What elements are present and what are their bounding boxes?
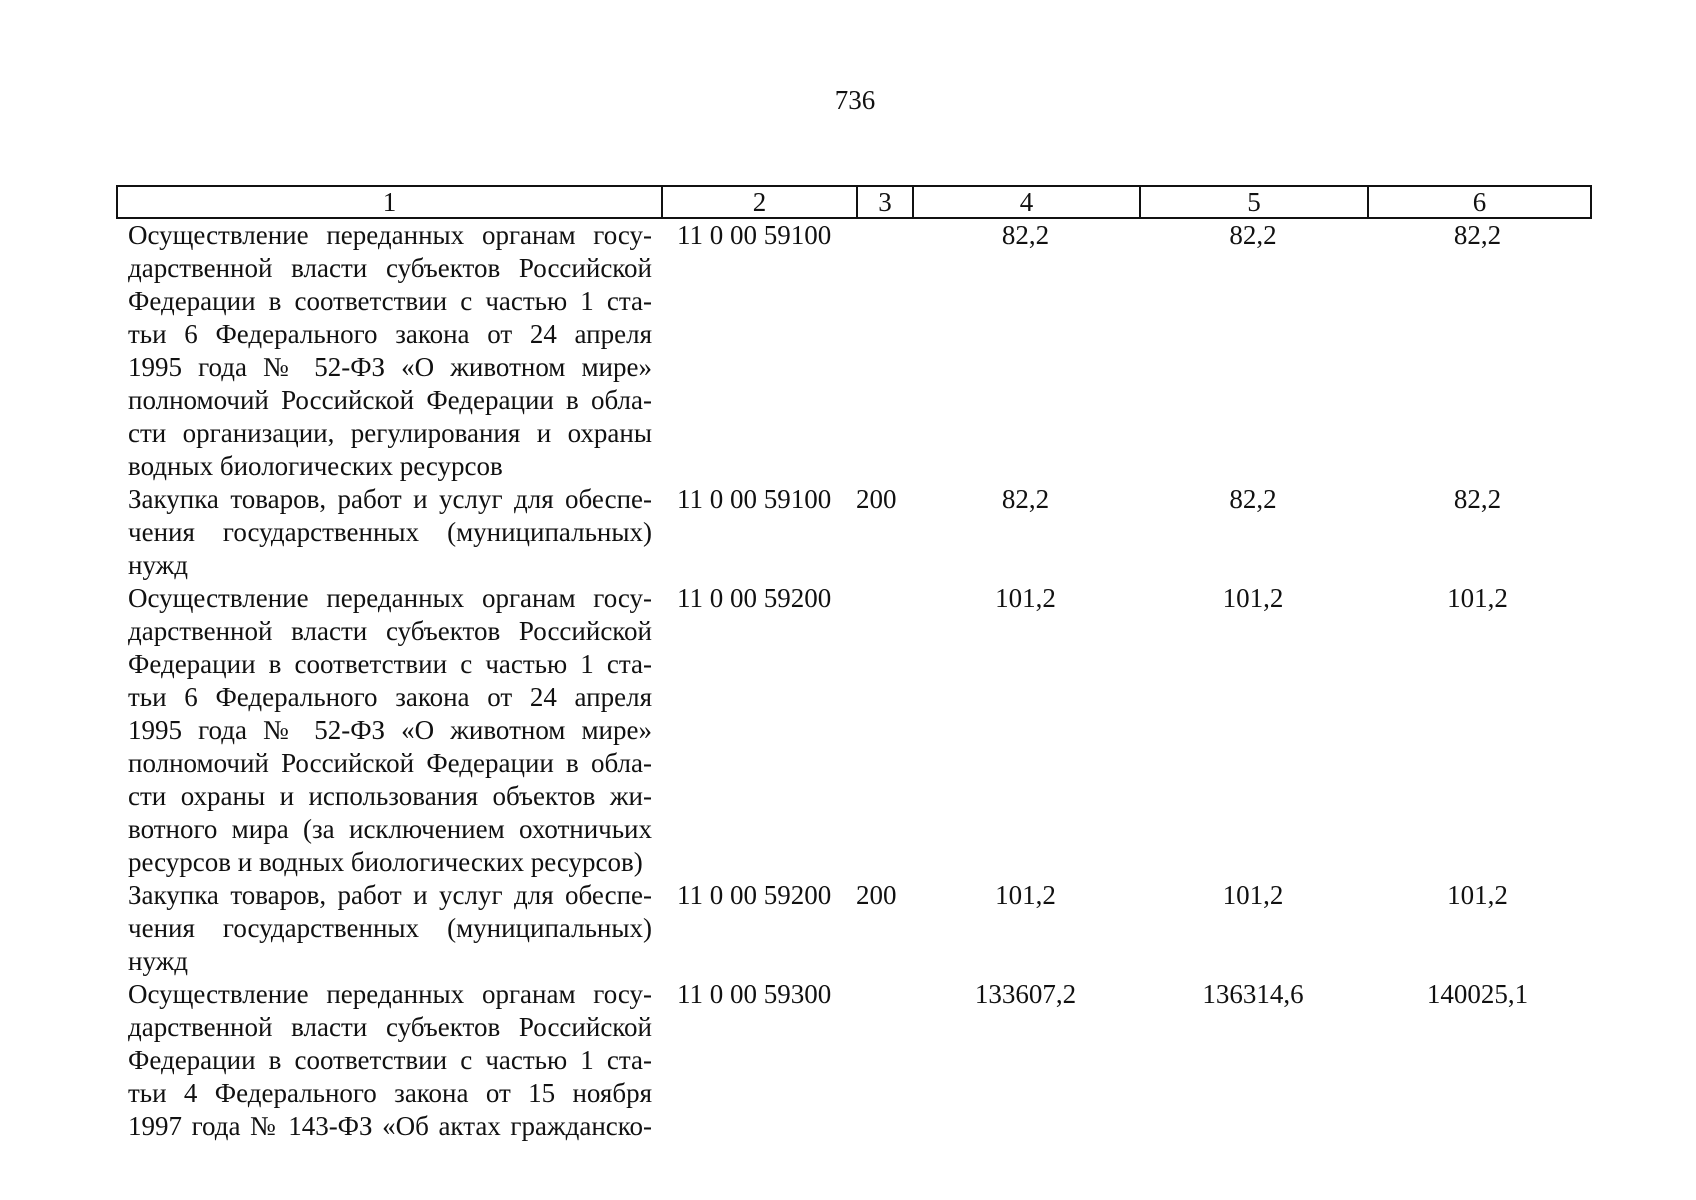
row-value-col5: 136314,6 (1202, 979, 1304, 1009)
row-value-col4: 101,2 (995, 583, 1056, 613)
page-number: 736 (834, 85, 876, 115)
description-line: 1997 года № 143-ФЗ «Об актах гражданско- (128, 1111, 652, 1141)
description-line: дарственной власти субъектов Российской (128, 253, 652, 283)
description-line: Федерации в соответствии с частью 1 ста- (128, 649, 652, 679)
row-target-code: 11 0 00 59100 (677, 484, 832, 514)
description-line: тьи 6 Федерального закона от 24 апреля (128, 319, 652, 349)
row-target-code: 11 0 00 59100 (677, 220, 832, 250)
row-value-col5: 101,2 (1222, 880, 1284, 910)
row-target-code: 11 0 00 59200 (677, 880, 832, 910)
row-value-col5: 82,2 (1229, 484, 1277, 514)
description-line: дарственной власти субъектов Российской (128, 616, 652, 646)
column-header-5: 5 (1141, 187, 1369, 217)
description-line: сти охраны и использования объектов жи- (128, 781, 652, 811)
row-value-col6: 101,2 (1447, 583, 1508, 613)
row-description (116, 978, 661, 1143)
description-line: Осуществление переданных органам госу- (128, 979, 652, 1009)
row-value-col6: 101,2 (1447, 880, 1508, 910)
row-expense-type: 200 (856, 880, 897, 910)
table-row (116, 483, 1592, 582)
row-value-col4: 133607,2 (974, 979, 1077, 1009)
description-line: Осуществление переданных органам госу- (128, 220, 652, 250)
description-line: вотного мира (за исключением охотничьих (128, 814, 652, 844)
table-header (116, 185, 1592, 219)
row-value-col5: 101,2 (1222, 583, 1284, 613)
row-target-code: 11 0 00 59300 (677, 979, 832, 1009)
column-header-4: 4 (914, 187, 1141, 217)
description-line: Осуществление переданных органам госу- (128, 583, 652, 613)
description-line: ресурсов и водных биологических ресурсов) (128, 847, 643, 877)
table-row (116, 879, 1592, 978)
description-line: Закупка товаров, работ и услуг для обеспе- (128, 484, 652, 514)
description-line: полномочий Российской Федерации в обла- (128, 748, 652, 778)
description-line: Закупка товаров, работ и услуг для обеспе- (128, 880, 652, 910)
row-description (116, 483, 661, 582)
description-line: дарственной власти субъектов Российской (128, 1012, 652, 1042)
row-value-col4: 101,2 (995, 880, 1056, 910)
description-line: чения государственных (муниципальных) (128, 913, 652, 943)
row-description (116, 879, 661, 978)
column-header-2: 2 (663, 187, 858, 217)
description-line: Федерации в соответствии с частью 1 ста- (128, 1045, 652, 1075)
description-line: 1995 года № 52-ФЗ «О животном мире» (128, 715, 652, 745)
description-line: полномочий Российской Федерации в обла- (128, 385, 652, 415)
column-header-6: 6 (1472, 187, 1487, 217)
description-line: тьи 4 Федерального закона от 15 ноября (128, 1078, 652, 1108)
row-value-col4: 82,2 (1001, 484, 1050, 514)
description-line: Федерации в соответствии с частью 1 ста- (128, 286, 652, 316)
row-value-col5: 82,2 (1229, 220, 1277, 250)
table-row (116, 978, 1592, 1143)
column-header-1: 1 (118, 187, 663, 217)
description-line: водных биологических ресурсов (128, 451, 503, 481)
description-line: нужд (128, 550, 188, 580)
description-line: сти организации, регулирования и охраны (128, 418, 652, 448)
row-value-col4: 82,2 (1001, 220, 1050, 250)
description-line: нужд (128, 946, 188, 976)
row-value-col6: 82,2 (1453, 220, 1502, 250)
row-expense-type: 200 (856, 484, 897, 514)
row-target-code: 11 0 00 59200 (677, 583, 832, 613)
row-value-col6: 82,2 (1453, 484, 1502, 514)
description-line: тьи 6 Федерального закона от 24 апреля (128, 682, 652, 712)
row-description (116, 582, 661, 879)
column-header-3: 3 (858, 187, 914, 217)
description-line: чения государственных (муниципальных) (128, 517, 652, 547)
description-line: 1995 года № 52-ФЗ «О животном мире» (128, 352, 652, 382)
table-row (116, 219, 1592, 483)
row-description (116, 219, 661, 483)
table-body (116, 219, 1592, 1143)
table-row (116, 582, 1592, 879)
row-value-col6: 140025,1 (1426, 979, 1529, 1009)
